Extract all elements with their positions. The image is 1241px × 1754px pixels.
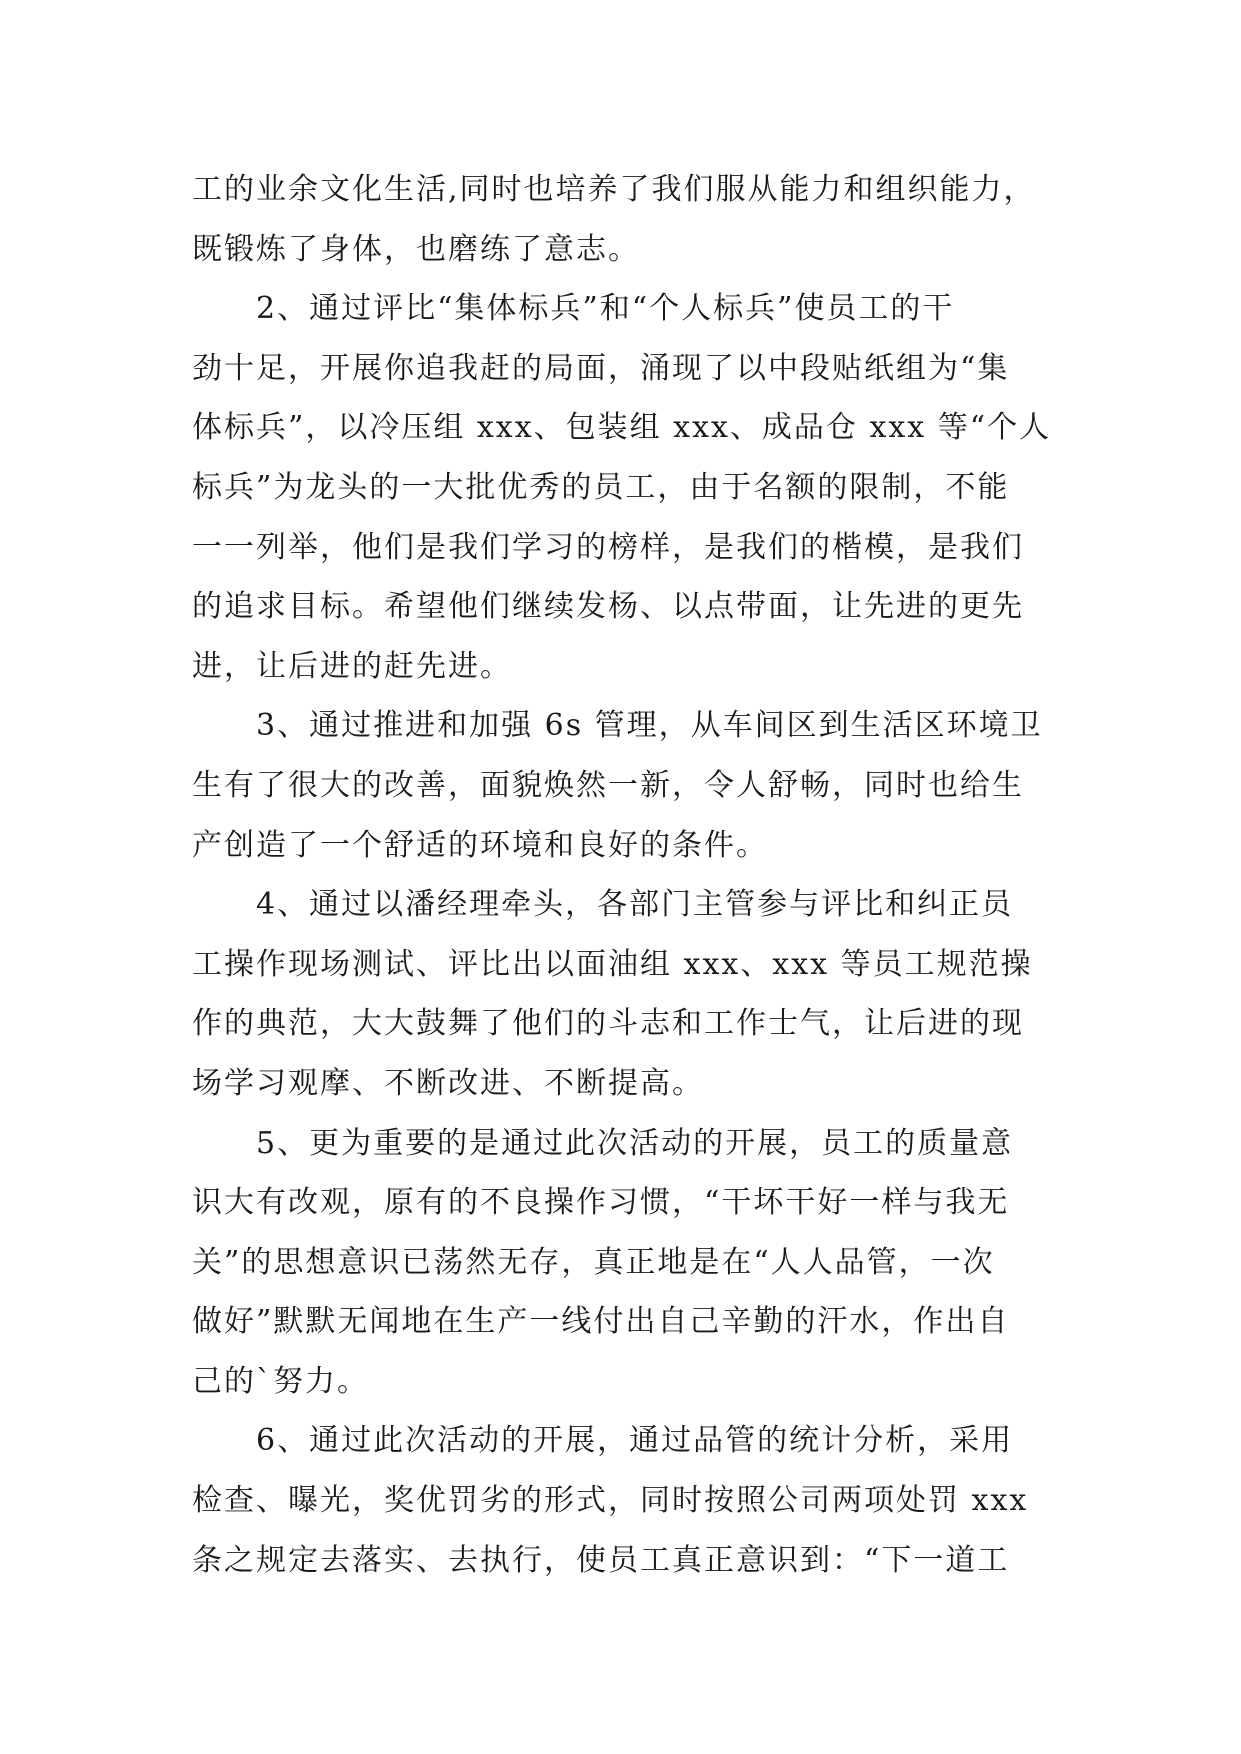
text-line: 生有了很大的改善，面貌焕然一新，令人舒畅，同时也给生 bbox=[192, 767, 1024, 803]
paragraph-start-line: 5、更为重要的是通过此次活动的开展，员工的质量意 bbox=[256, 1125, 1014, 1161]
text-line: 标兵”为龙头的一大批优秀的员工，由于名额的限制，不能 bbox=[192, 469, 1010, 505]
text-line: 场学习观摩、不断改进、不断提高。 bbox=[192, 1065, 704, 1101]
paragraph-start-line: 4、通过以潘经理牵头，各部门主管参与评比和纠正员 bbox=[256, 887, 1014, 923]
paragraph-start-line: 2、通过评比“集体标兵”和“个人标兵”使员工的干 bbox=[256, 291, 955, 327]
text-line: 作的典范，大大鼓舞了他们的斗志和工作士气，让后进的现 bbox=[192, 1006, 1024, 1042]
text-line: 的追求目标。希望他们继续发杨、以点带面，让先进的更先 bbox=[192, 589, 1024, 625]
text-line: 做好”默默无闻地在生产一线付出自己辛勤的汗水，作出自 bbox=[192, 1304, 1010, 1340]
text-line: 工操作现场测试、评比出以面油组 xxx、xxx 等员工规范操 bbox=[192, 946, 1033, 982]
paragraph-start-line: 6、通过此次活动的开展，通过品管的统计分析，采用 bbox=[256, 1423, 1014, 1459]
body-text bbox=[192, 160, 1082, 1590]
text-line: 识大有改观，原有的不良操作习惯，“干坏干好一样与我无 bbox=[192, 1185, 1010, 1221]
paragraph-start-line: 3、通过推进和加强 6s 管理，从车间区到生活区环境卫 bbox=[256, 708, 1043, 744]
text-line: 关”的思想意识已荡然无存，真正地是在“人人品管，一次 bbox=[192, 1244, 995, 1280]
text-line: 工的业余文化生活,同时也培养了我们服从能力和组织能力， bbox=[192, 172, 1036, 207]
text-line: 既锻炼了身体，也磨练了意志。 bbox=[192, 231, 640, 267]
text-line: 己的`努力。 bbox=[192, 1363, 369, 1399]
text-line: 体标兵”，以冷压组 xxx、包装组 xxx、成品仓 xxx 等“个人 bbox=[192, 410, 1052, 446]
text-line: 一一列举，他们是我们学习的榜样，是我们的楷模，是我们 bbox=[192, 529, 1024, 565]
text-line: 条之规定去落实、去执行，使员工真正意识到：“下一道工 bbox=[192, 1542, 1010, 1578]
text-line: 检查、曝光，奖优罚劣的形式，同时按照公司两项处罚 xxx bbox=[192, 1483, 1029, 1519]
text-line: 产创造了一个舒适的环境和良好的条件。 bbox=[192, 827, 768, 863]
text-line: 劲十足，开展你追我赶的局面，涌现了以中段贴纸组为“集 bbox=[192, 350, 1010, 386]
text-line: 进，让后进的赶先进。 bbox=[192, 648, 512, 684]
